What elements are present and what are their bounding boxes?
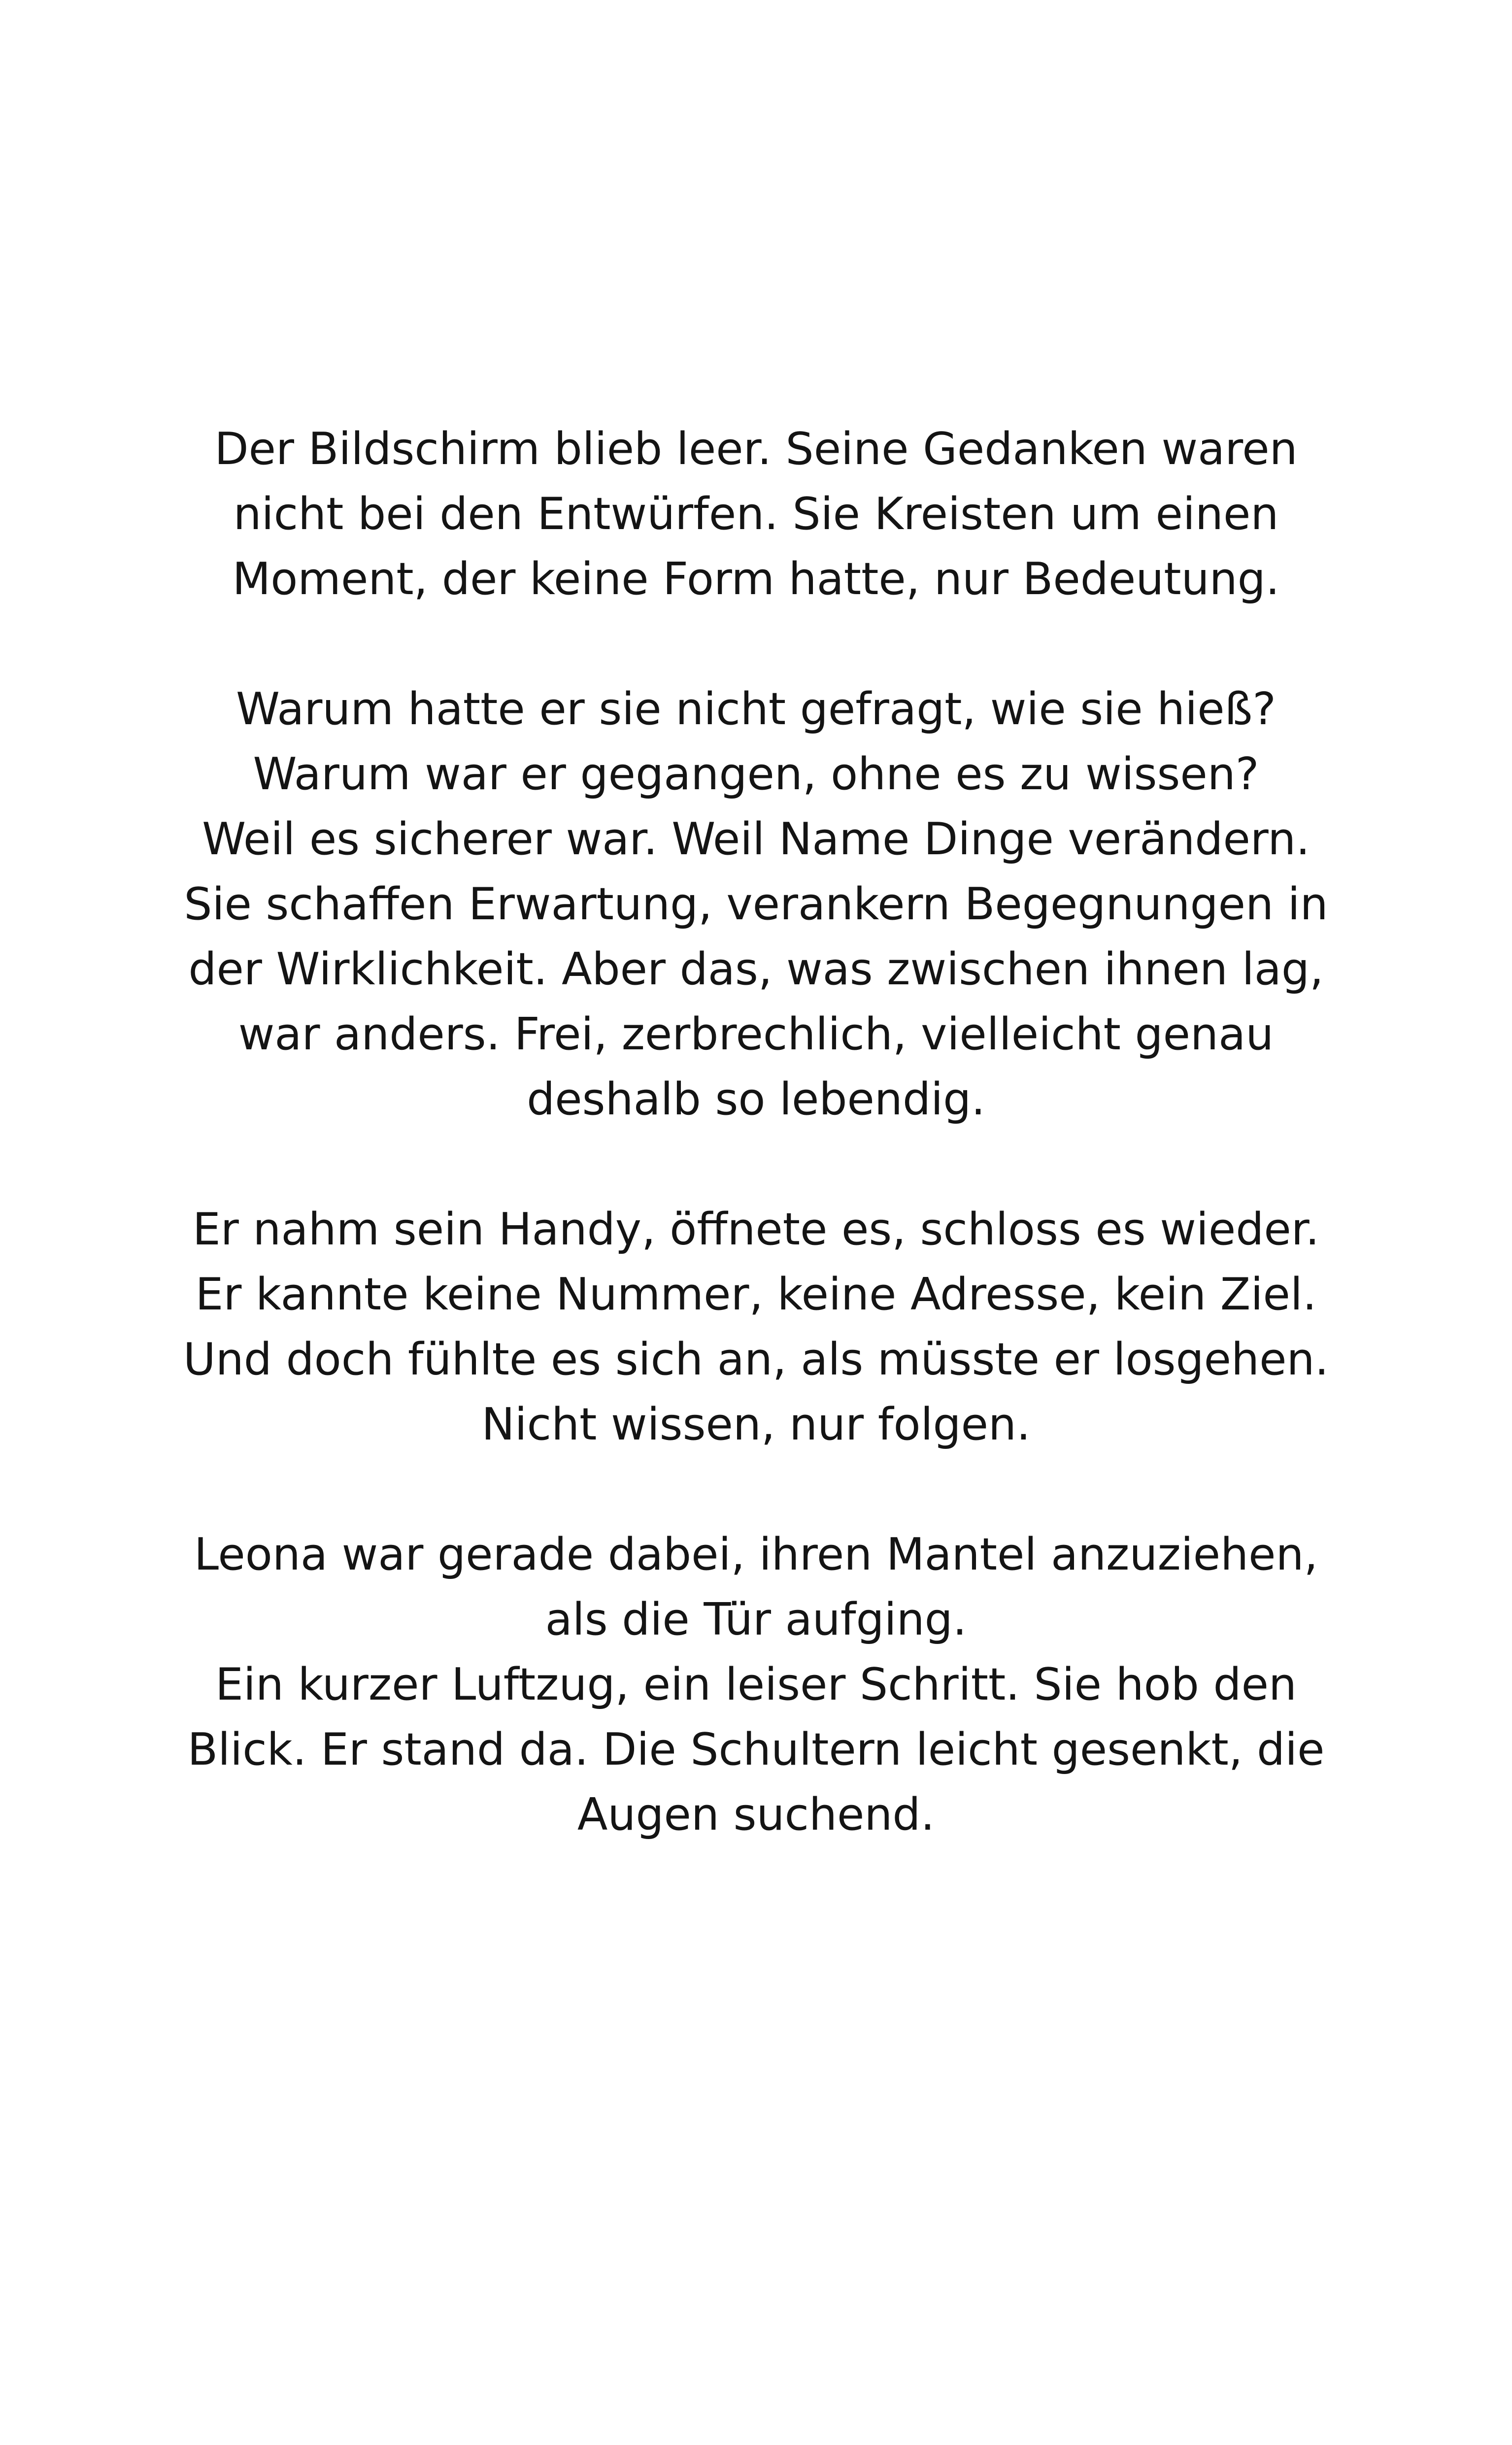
text-line: Warum war er gegangen, ohne es zu wissen? — [253, 748, 1259, 800]
text-line: war anders. Frei, zerbrechlich, vielleicht genau — [238, 1008, 1274, 1060]
text-line: nicht bei den Entwürfen. Sie Kreisten um einen — [233, 488, 1279, 540]
text-line: als die Tür aufging. — [545, 1594, 967, 1645]
text-line: Augen suchend. — [577, 1789, 935, 1841]
text-line: Warum hatte er sie nicht gefragt, wie sie hieß? — [235, 683, 1277, 735]
text-line: Sie schaffen Erwartung, verankern Begegnungen in — [184, 878, 1328, 930]
text-line: Er kannte keine Nummer, keine Adresse, kein Ziel. — [195, 1269, 1317, 1320]
text-line: Nicht wissen, nur folgen. — [481, 1399, 1031, 1450]
text-line: Weil es sicherer war. Weil Name Dinge verändern. — [202, 813, 1310, 865]
text-line: Blick. Er stand da. Die Schultern leicht gesenkt, die — [187, 1724, 1325, 1775]
text-line: Ein kurzer Luftzug, ein leiser Schritt. Sie hob den — [215, 1659, 1297, 1710]
text-line: Er nahm sein Handy, öffnete es, schloss es wieder. — [192, 1204, 1320, 1255]
text-line: Der Bildschirm blieb leer. Seine Gedanken waren — [214, 423, 1298, 475]
text-line: Moment, der keine Form hatte, nur Bedeutung. — [232, 553, 1280, 605]
text-line: der Wirklichkeit. Aber das, was zwischen ihnen lag, — [188, 943, 1324, 995]
text-line: Leona war gerade dabei, ihren Mantel anzuziehen, — [194, 1529, 1318, 1580]
text-line: deshalb so lebendig. — [527, 1073, 985, 1125]
text-line: Und doch fühlte es sich an, als müsste er losgehen. — [183, 1334, 1329, 1385]
